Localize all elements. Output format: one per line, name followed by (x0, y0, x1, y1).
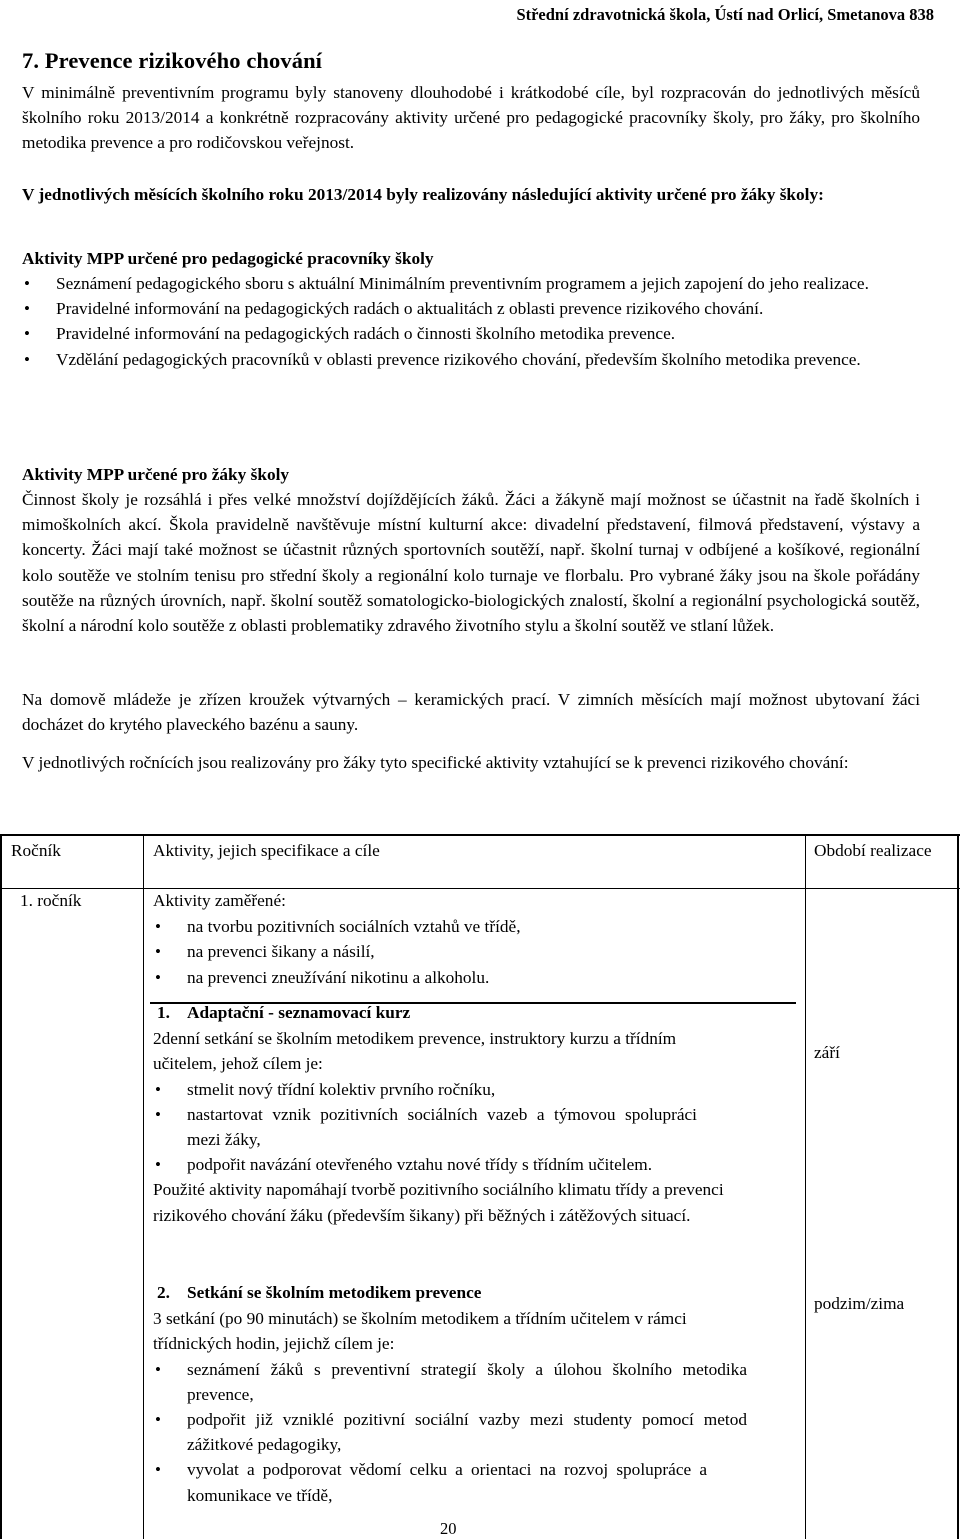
activity-2-period: podzim/zima (814, 1294, 905, 1313)
table-border-right (957, 834, 959, 1539)
list-item: • na prevenci zneužívání nikotinu a alkoholu. (153, 965, 793, 991)
list-item: • stmelit nový třídní kolektiv prvního ročníku, (153, 1077, 753, 1102)
activities-table (0, 834, 960, 1539)
list-item: • podpořit již vzniklé pozitivní sociální vazby mezi studenty pomocí metod zážitkové pedagogiky, (153, 1407, 747, 1457)
list-item: • vyvolat a podporovat vědomí celku a orientaci na rozvoj spolupráce a komunikace ve třídě, (153, 1457, 707, 1507)
header-activities: Aktivity, jejich specifikace a cíle (153, 841, 380, 860)
table-column-separator-1 (143, 834, 144, 1539)
activity-1-after: Použité aktivity napomáhají tvorbě pozitivního sociálního klimatu třídy a prevenci rizikového chování žáku (především šikany) při běžných i zátěžových situací. (153, 1180, 724, 1225)
table-border-left (0, 834, 2, 1539)
activities-lead: Aktivity zaměřené: (153, 891, 286, 910)
row-activities-cell (153, 888, 793, 991)
list-item: • Vzdělání pedagogických pracovníků v oblasti prevence rizikového chování, především školního metodika prevence. (22, 347, 920, 372)
activity-1-period: září (814, 1043, 840, 1062)
header-grade: Ročník (11, 841, 61, 860)
bold-intro-line: V jednotlivých měsících školního roku 2013/2014 byly realizovány následující aktivity určené pro žáky školy: (22, 185, 824, 204)
section2-paragraph2: Na domově mládeže je zřízen kroužek výtvarných – keramických prací. V zimních měsících mají možnost ubytovaní žáci docházet do krytého plaveckého bazénu a sauny. (22, 690, 920, 735)
list-item: • na tvorbu pozitivních sociálních vztahů ve třídě, (153, 914, 793, 940)
list-item: • Pravidelné informování na pedagogických radách o aktualitách z oblasti prevence rizikového chování. (22, 296, 920, 321)
section2-title: Aktivity MPP určené pro žáky školy (22, 465, 290, 484)
activity-2 (153, 1280, 793, 1508)
activity-1-number: 1. (157, 1003, 170, 1022)
section1-title: Aktivity MPP určené pro pedagogické pracovníky školy (22, 249, 434, 268)
activity-1 (153, 1000, 793, 1228)
activity-1-title-text: Adaptační - seznamovací kurz (187, 1003, 411, 1022)
activity-2-title-text: Setkání se školním metodikem prevence (187, 1283, 482, 1302)
section2-paragraph3: V jednotlivých ročnících jsou realizovány pro žáky tyto specifické aktivity vztahující se k prevenci rizikového chování: (22, 753, 849, 772)
list-item: • Pravidelné informování na pedagogických radách o činnosti školního metodika prevence. (22, 321, 920, 346)
list-item: • podpořit navázání otevřeného vztahu nové třídy s třídním učitelem. (153, 1152, 697, 1177)
section1-list-wrap (22, 271, 920, 372)
activity-2-text: 3 setkání (po 90 minutách) se školním metodikem a třídním učitelem v rámci třídnických hodin, jejichž cílem je: (153, 1308, 687, 1353)
section-heading: 7. Prevence rizikového chování (22, 48, 323, 73)
row-grade: 1. ročník (20, 891, 82, 910)
activity-2-list (153, 1357, 793, 1508)
list-item: • seznámení žáků s preventivní strategií školy a úlohou školního metodika prevence, (153, 1357, 747, 1407)
intro-paragraph: V minimálně preventivním programu byly stanoveny dlouhodobé i krátkodobé cíle, byl rozpracován do jednotlivých měsíců školního roku 2013/2014 a konkrétně rozpracovány aktivity určené pro pedagogické pracovníky školy, pro žáky, pro školního metodika prevence a pro rodičovskou veřejnost. (22, 83, 920, 153)
activity-2-title (153, 1280, 793, 1306)
page-header: Střední zdravotnická škola, Ústí nad Orlicí, Smetanova 838 (516, 5, 934, 24)
list-item: • nastartovat vznik pozitivních sociálních vazeb a týmovou spolupráci mezi žáky, (153, 1102, 697, 1152)
table-column-separator-2 (805, 834, 806, 1539)
activity-2-number: 2. (157, 1283, 170, 1302)
list-item: • na prevenci šikany a násilí, (153, 939, 793, 965)
header-period: Období realizace (814, 841, 932, 860)
page-number: 20 (440, 1519, 457, 1538)
list-item: • Seznámení pedagogického sboru s aktuální Minimálním preventivním programem a jejich zapojení do jeho realizace. (22, 271, 920, 296)
section1-list (22, 271, 920, 372)
table-border-top (0, 834, 960, 836)
activity-1-text: 2denní setkání se školním metodikem prevence, instruktory kurzu a třídním učitelem, jehož cílem je: (153, 1028, 677, 1073)
activity-1-list (153, 1077, 753, 1178)
section2-paragraph1: Činnost školy je rozsáhlá i přes velké množství dojíždějících žáků. Žáci a žákyně mají možnost se účastnit na řadě školních i mimoškolních akcí. Škola pravidelně navštěvuje místní kulturní akce: divadelní představení, filmová představení, výstavy a koncerty. Žáci mají také možnost se účastnit různých sportovních soutěží, např. školní turnaj v odbíjené a košíkové, regionální kolo soutěže ve stolním tenisu pro střední školy a regionální kolo turnaje ve florbalu. Pro vybrané žáky jsou na škole pořádány soutěže na různých úrovních, např. školní soutěž somatologicko-biologických znalostí, školní a regionální psychologická soutěž, školní a národní kolo soutěže z oblasti problematiky zdravého životního stylu a školní soutěž ve stlaní lůžek. (22, 490, 920, 636)
activity-1-title (153, 1000, 793, 1026)
activities-lead-list (153, 914, 793, 991)
